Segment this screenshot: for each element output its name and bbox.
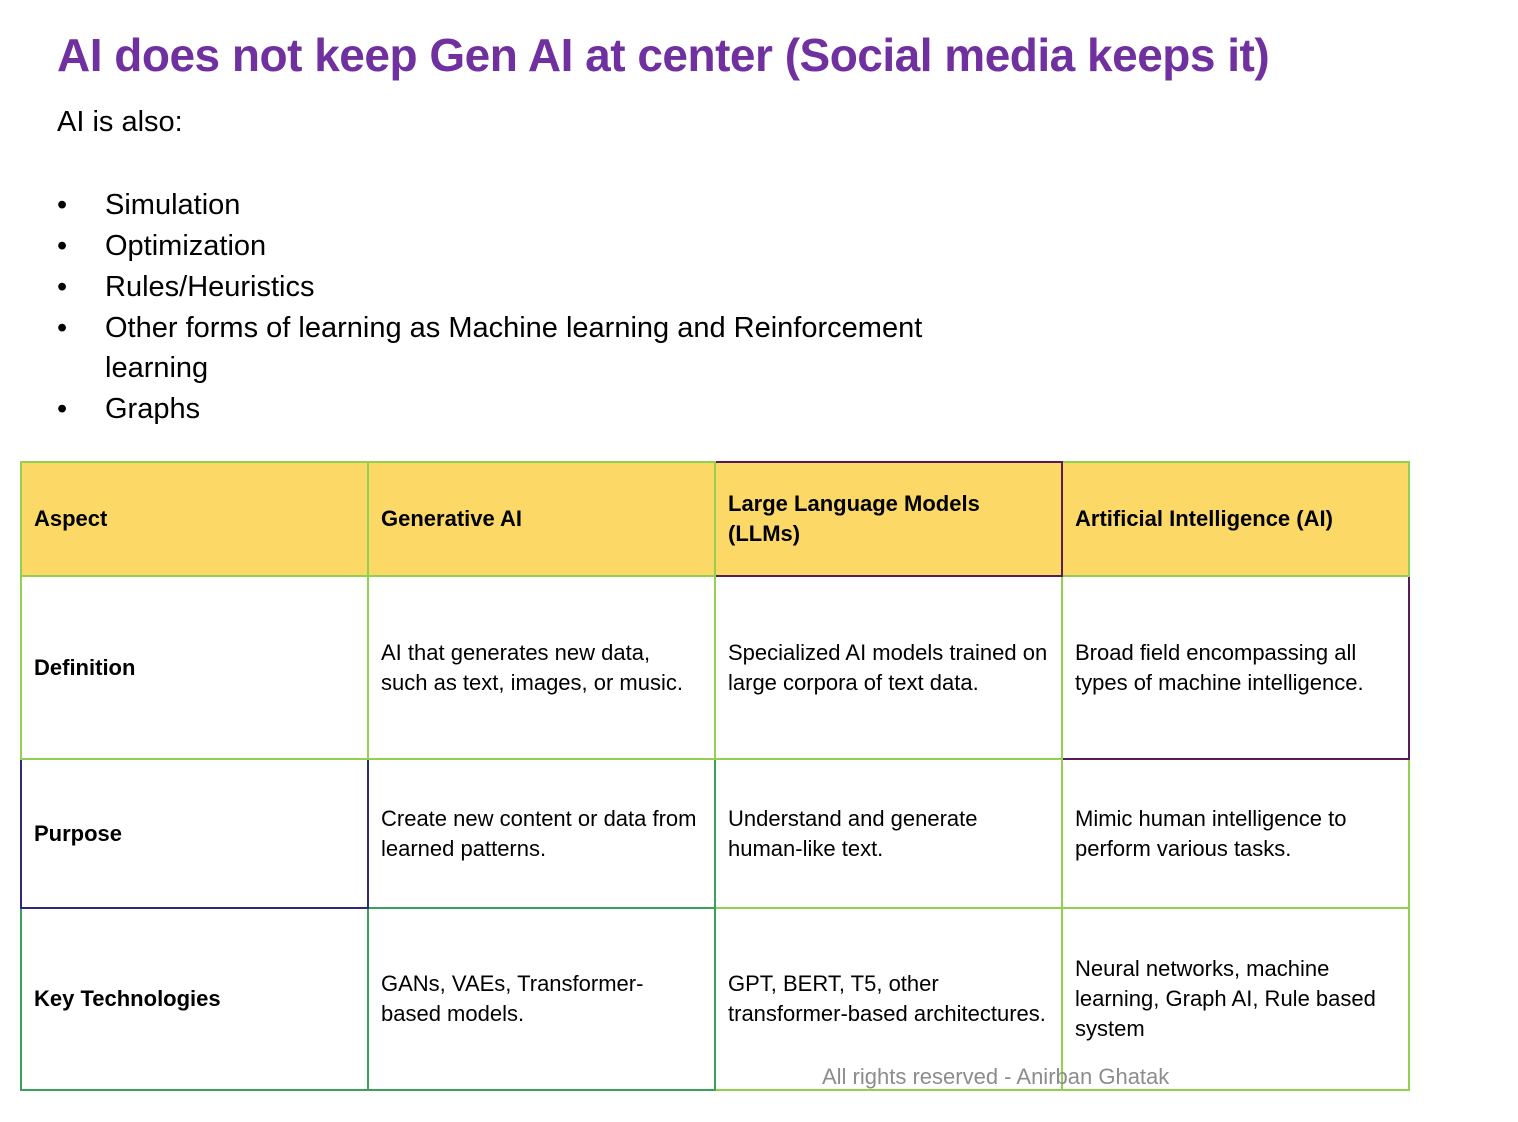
row-aspect-cell: Definition [21,576,368,759]
bullet-text: Simulation [105,189,241,221]
row-aspect-cell: Key Technologies [21,908,368,1090]
bullet-icon: • [57,312,68,344]
bullet-icon: • [57,230,68,262]
list-item [57,267,1017,307]
table-row [21,576,1409,759]
table-cell: Create new content or data from learned patterns. [368,759,715,908]
table-row [21,908,1409,1090]
bullet-icon: • [57,393,68,425]
list-item [57,389,1017,429]
header-generative-ai: Generative AI [368,462,715,576]
table-cell: Understand and generate human-like text. [715,759,1062,908]
bullet-text: Other forms of learning as Machine learning and Reinforcement learning [105,312,923,384]
copyright-footer: All rights reserved - Anirban Ghatak [822,1064,1170,1089]
table-cell: Mimic human intelligence to perform various tasks. [1062,759,1409,908]
header-aspect: Aspect [21,462,368,576]
intro-text: AI is also: [57,106,183,138]
header-ai: Artificial Intelligence (AI) [1062,462,1409,576]
bullet-text: Graphs [105,393,201,425]
row-aspect-cell: Purpose [21,759,368,908]
slide-title: AI does not keep Gen AI at center (Social media keeps it) [57,29,1270,81]
bullet-icon: • [57,271,68,303]
list-item [57,185,1017,225]
bullet-text: Optimization [105,230,267,262]
header-llms: Large Language Models (LLMs) [715,462,1062,576]
table-cell: GANs, VAEs, Transformer-based models. [368,908,715,1090]
bullet-list [57,185,1017,430]
table-header-row [21,462,1409,576]
table-cell: Neural networks, machine learning, Graph AI, Rule based system [1062,908,1409,1090]
list-item [57,226,1017,266]
bullet-icon: • [57,189,68,221]
list-item [57,308,1017,388]
table-cell: Broad field encompassing all types of machine intelligence. [1062,576,1409,759]
table-cell: Specialized AI models trained on large corpora of text data. [715,576,1062,759]
table-cell: AI that generates new data, such as text, images, or music. [368,576,715,759]
table-row [21,759,1409,908]
comparison-table [20,461,1410,1091]
table-cell: GPT, BERT, T5, other transformer-based architectures. [715,908,1062,1090]
bullet-text: Rules/Heuristics [105,271,315,303]
